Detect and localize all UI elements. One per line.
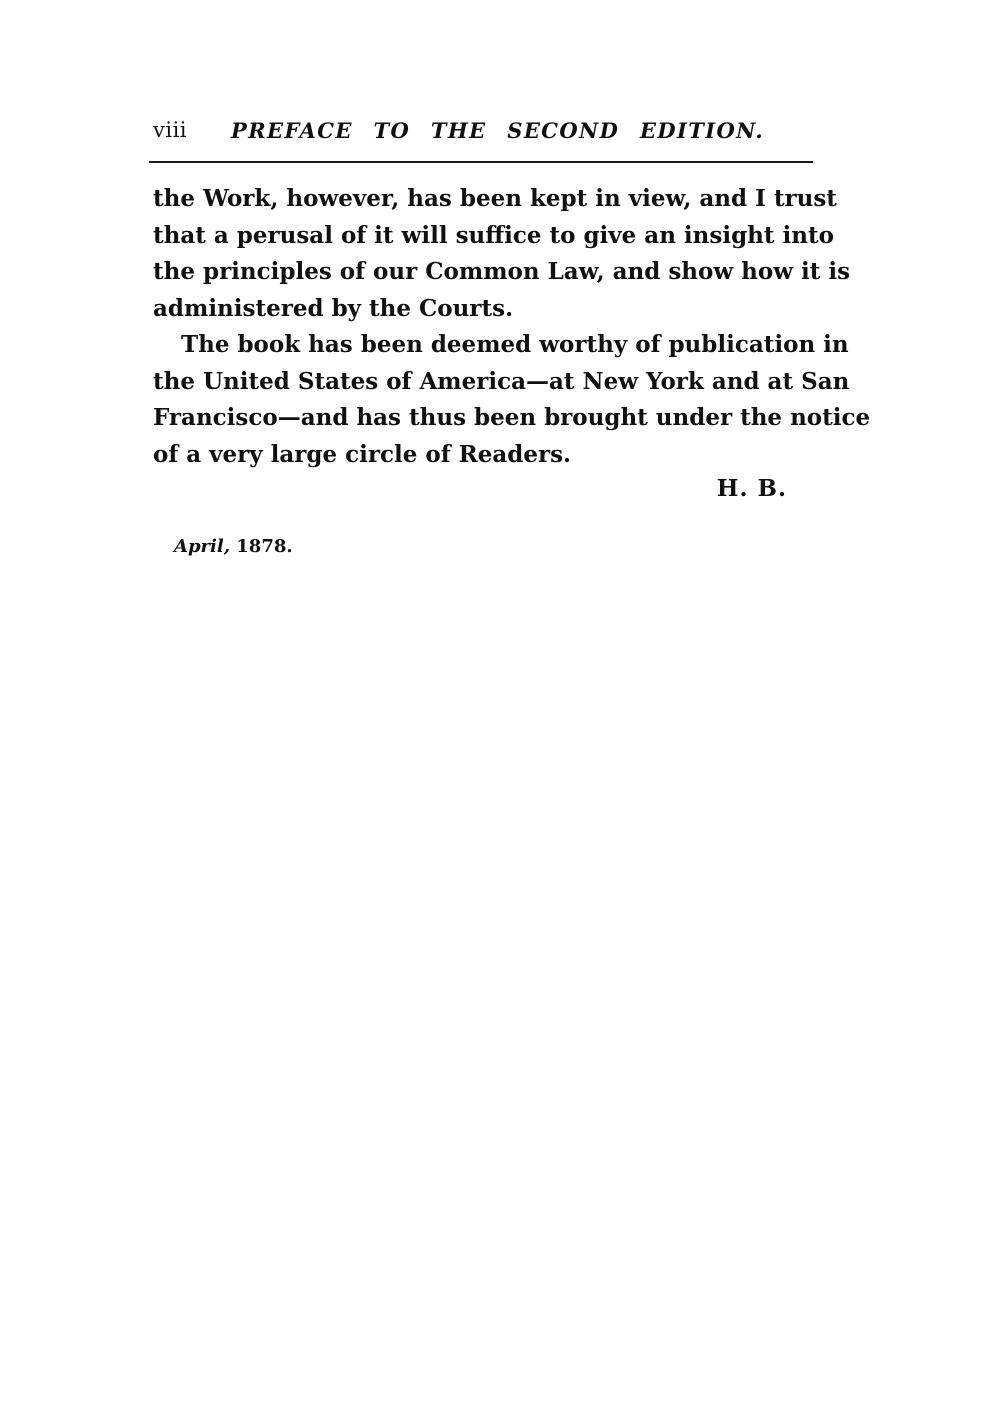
- paragraph-1-line-1: the Work, however, has been kept in view, and I trust: [153, 185, 837, 212]
- paragraph-2-line-2: the United States of America—at New York and at San: [153, 367, 850, 395]
- paragraph-2: [153, 327, 871, 473]
- paragraph-1-line-4: administered by the Courts.: [153, 294, 514, 322]
- paragraph-1-line-2: that a perusal of it will suffice to give an insight into: [153, 221, 834, 249]
- page-header: [153, 114, 815, 154]
- page-number: viii: [153, 118, 188, 142]
- date-year: 1878.: [236, 536, 293, 557]
- paragraph-1-line-3: the principles of our Common Law, and show how it is: [153, 258, 851, 285]
- paragraph-2-line-1: The book has been deemed worthy of publication in: [181, 331, 849, 358]
- paragraph-1: [153, 181, 851, 327]
- date-month: April,: [174, 536, 230, 557]
- preface-date: [174, 536, 293, 557]
- author-initials: H. B.: [716, 475, 787, 502]
- paragraph-2-line-3: Francisco—and has thus been brought under the notice: [153, 404, 871, 431]
- paragraph-2-line-4: of a very large circle of Readers.: [153, 440, 572, 468]
- running-title: PREFACE TO THE SECOND EDITION.: [231, 118, 765, 143]
- header-rule: [149, 161, 813, 163]
